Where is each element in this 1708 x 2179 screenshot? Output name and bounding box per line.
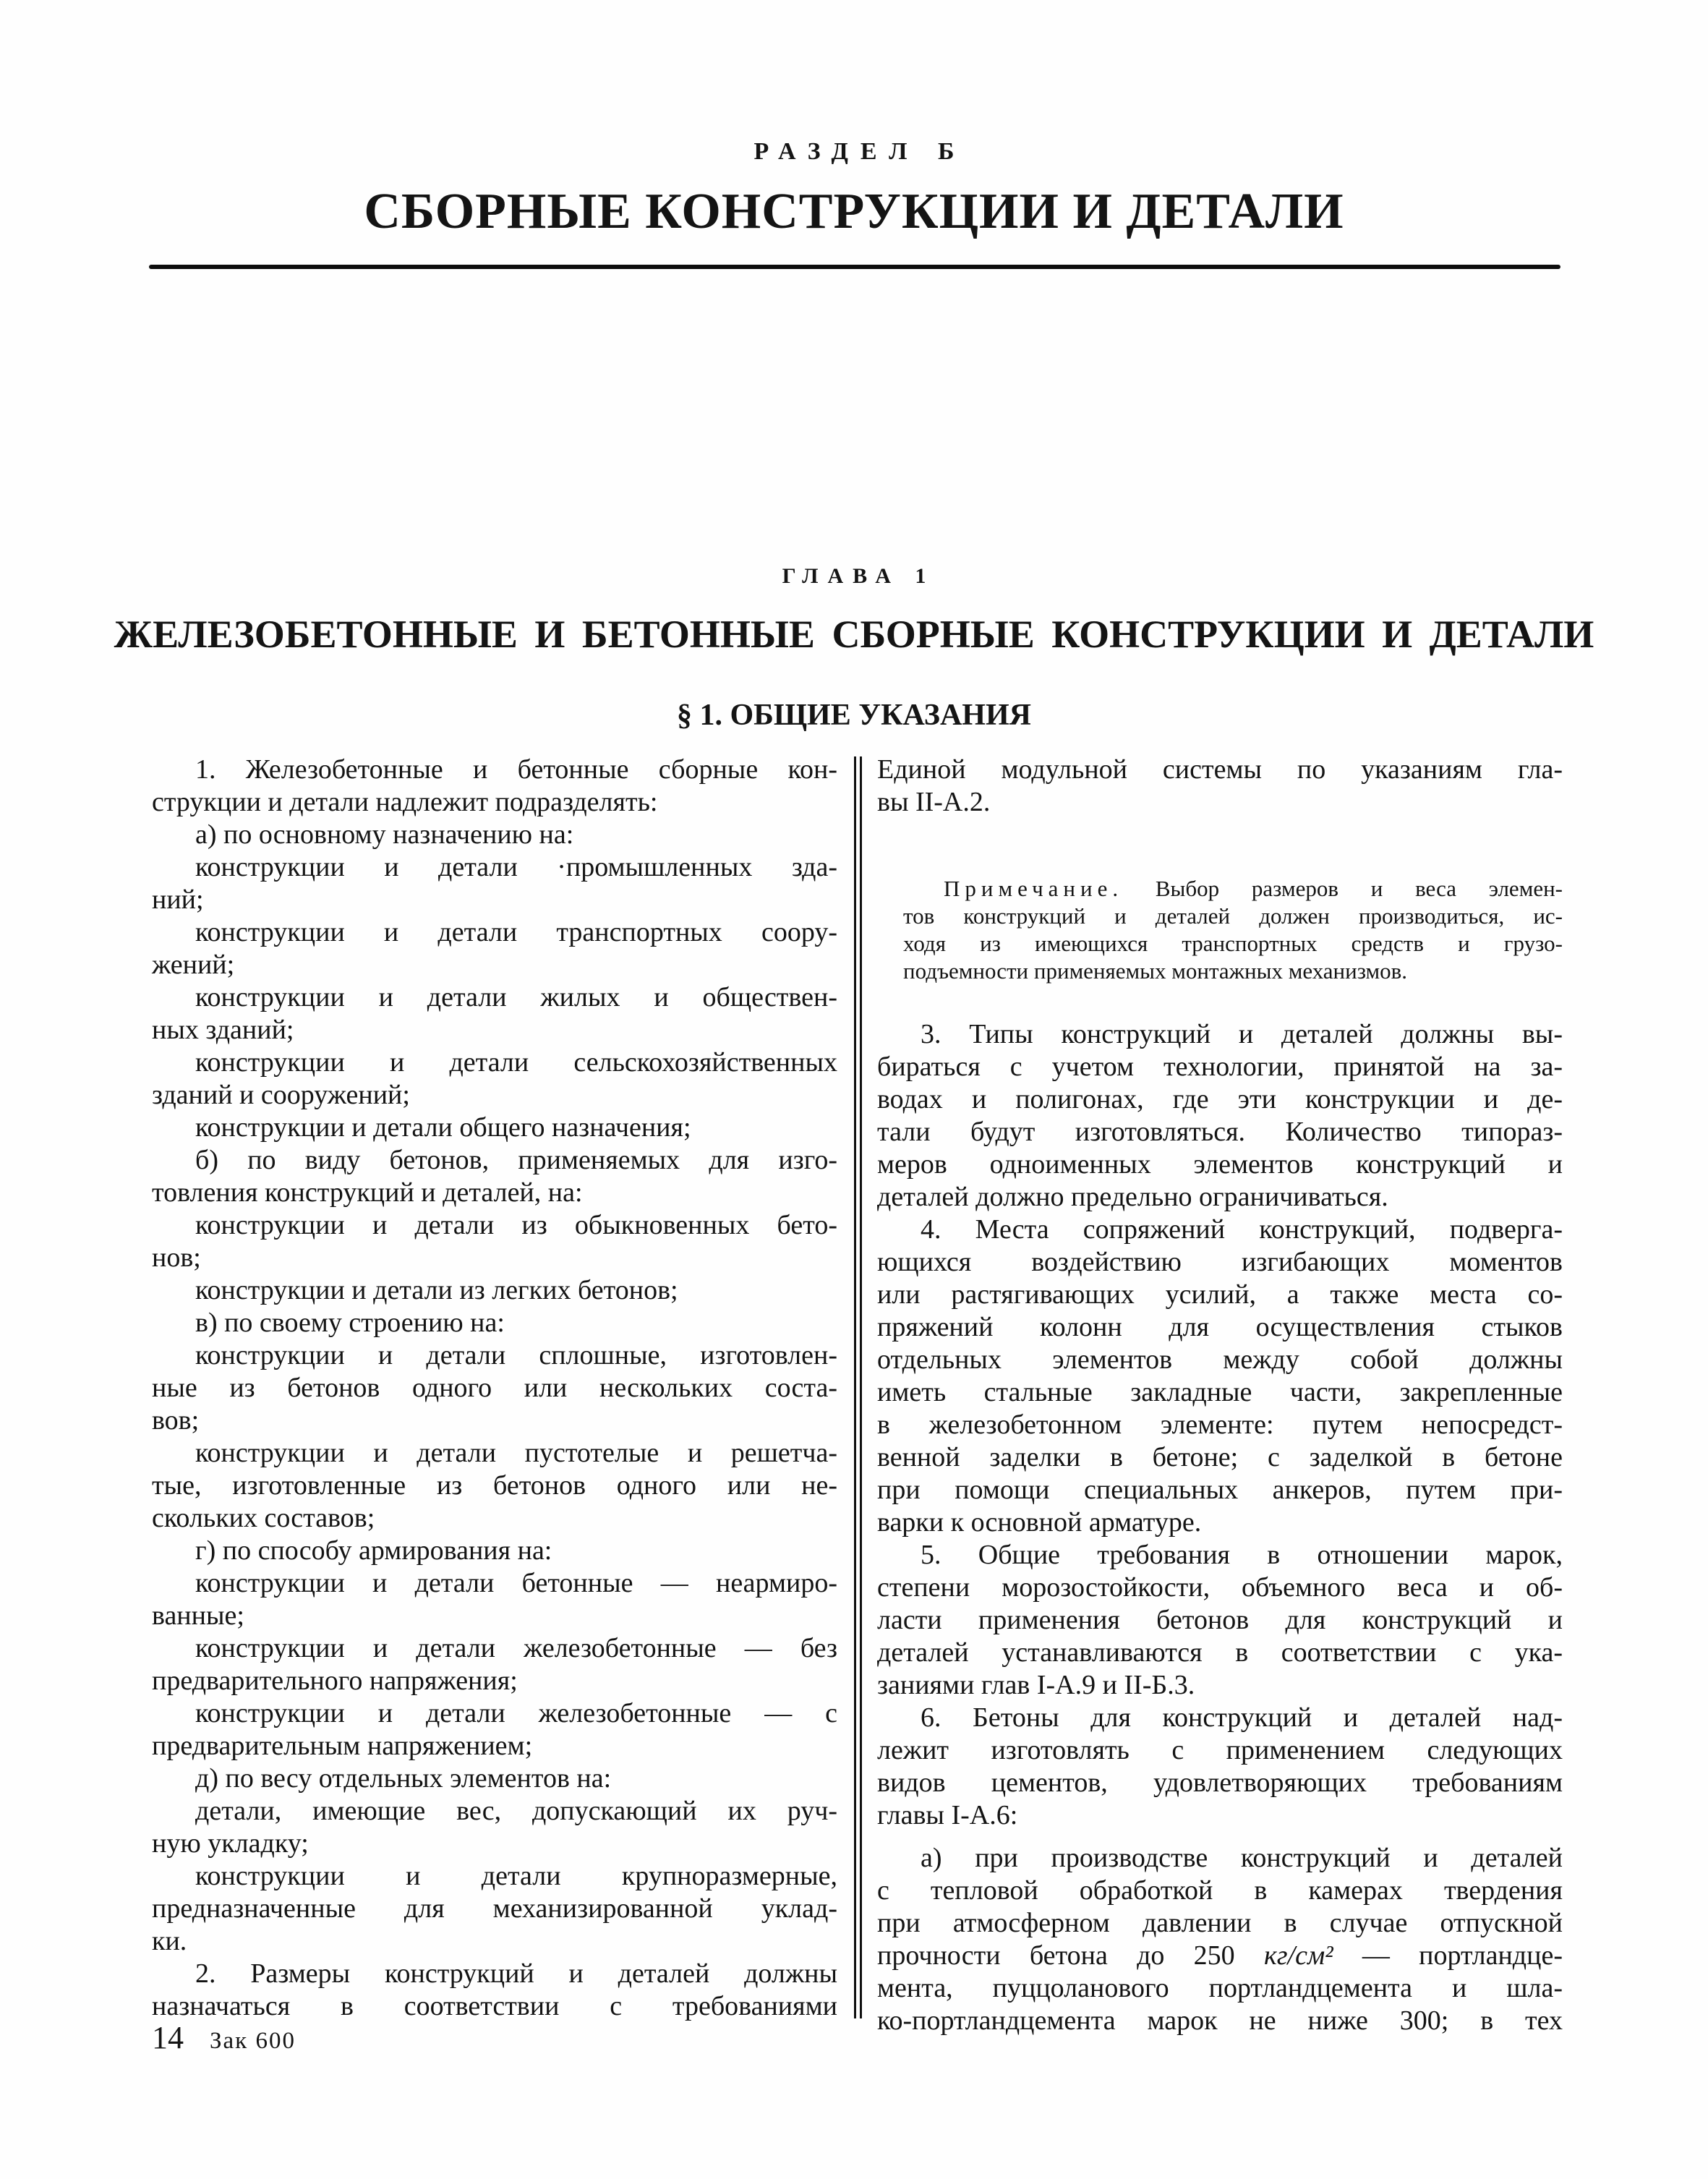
paragraph: [152, 754, 837, 819]
text-line: предварительным напряжением;: [152, 1731, 533, 1761]
text-line: а) по основному назначению на:: [195, 819, 574, 850]
print-order-info: Зак 600: [210, 2028, 296, 2054]
paragraph-heading: § 1. ОБЩИЕ УКАЗАНИЯ: [677, 699, 1031, 732]
paragraph: [152, 1046, 837, 1112]
text-line: ний;: [152, 884, 204, 915]
page-number: 14: [152, 2020, 184, 2055]
text-line: конструкции и детали пустотелые и решетча-: [195, 1438, 837, 1468]
text-line: меров одноименных элементов конструкций и: [877, 1149, 1563, 1180]
text-line: г) по способу армирования на:: [195, 1535, 552, 1566]
text-line: заниями глав I-А.9 и II-Б.3.: [877, 1670, 1195, 1700]
text-line: 2. Размеры конструкций и деталей должны: [195, 1958, 837, 1989]
paragraph: [152, 1567, 837, 1632]
text-line: б) по виду бетонов, применяемых для изго-: [195, 1145, 837, 1175]
text-line: степени морозостойкости, объемного веса и об-: [877, 1572, 1563, 1603]
text-line: конструкции и детали общего назначения;: [195, 1112, 691, 1143]
text-line: конструкции и детали железобетонные — без: [195, 1633, 837, 1663]
text-line: ную укладку;: [152, 1828, 309, 1859]
text-line: при помощи специальных анкеров, путем при-: [877, 1475, 1563, 1505]
paragraph: [152, 1437, 837, 1535]
paragraph: [152, 1274, 837, 1307]
right-column: [877, 754, 1563, 2037]
paragraph: [152, 1762, 837, 1795]
paragraph: [877, 1214, 1563, 1539]
body-columns: [152, 754, 1563, 2037]
paragraph: [877, 1018, 1563, 1214]
paragraph: [152, 1535, 837, 1567]
paragraph: [877, 1702, 1563, 1832]
text-line: конструкции и детали транспортных соору-: [195, 917, 837, 947]
chapter-kicker: ГЛАВА 1: [782, 564, 936, 588]
text-line: Единой модульной системы по указаниям гла-: [877, 754, 1563, 785]
paragraph: [152, 1632, 837, 1697]
paragraph: [152, 1209, 837, 1274]
text-line: прочности бетона до 250 кг/см² — портландце-: [877, 1940, 1563, 1971]
chapter-title: ЖЕЛЕЗОБЕТОННЫЕ И БЕТОННЫЕ СБОРНЫЕ КОНСТРУКЦИИ И ДЕТАЛИ: [114, 613, 1594, 656]
section-title: СБОРНЫЕ КОНСТРУКЦИИ И ДЕТАЛИ: [364, 184, 1344, 239]
text-line: иметь стальные закладные части, закрепленные: [877, 1377, 1563, 1407]
text-line: деталей должно предельно ограничиваться.: [877, 1182, 1388, 1212]
text-line: деталей устанавливаются в соответствии с ука-: [877, 1637, 1563, 1668]
text-line: товления конструкций и деталей, на:: [152, 1177, 583, 1208]
paragraph: [152, 1795, 837, 1860]
text-line: подъемности применяемых монтажных механизмов.: [903, 958, 1408, 984]
text-line: тали будут изготовляться. Количество типораз-: [877, 1117, 1563, 1147]
text-line: ных зданий;: [152, 1015, 294, 1045]
text-line: конструкции и детали крупноразмерные,: [195, 1861, 837, 1891]
text-line: вов;: [152, 1405, 200, 1436]
paragraph: [152, 981, 837, 1046]
paragraph: [152, 1697, 837, 1762]
paragraph: [152, 851, 837, 916]
note-paragraph: [877, 875, 1563, 985]
text-line: зданий и сооружений;: [152, 1080, 410, 1110]
text-line: конструкции и детали сплошные, изготовлен-: [195, 1340, 837, 1370]
text-line: мента, пуццоланового портландцемента и шла-: [877, 1973, 1563, 2003]
text-line: конструкции и детали сельскохозяйственных: [195, 1047, 837, 1078]
text-line: или растягивающих усилий, а также места со-: [877, 1279, 1563, 1310]
header-rule: [149, 265, 1560, 269]
text-line: лежит изготовлять с применением следующих: [877, 1735, 1563, 1765]
text-line: ющихся воздействию изгибающих моментов: [877, 1247, 1563, 1277]
text-line: отдельных элементов между собой должны: [877, 1344, 1563, 1375]
text-line: ные из бетонов одного или нескольких соста-: [152, 1373, 837, 1403]
paragraph: [877, 1842, 1563, 2037]
text-line: предварительного напряжения;: [152, 1666, 518, 1696]
paragraph: [152, 1958, 837, 2023]
text-line: конструкции и детали из обыкновенных бето-: [195, 1210, 837, 1240]
text-line: варки к основной арматуре.: [877, 1507, 1202, 1538]
text-line: конструкции и детали железобетонные — с: [195, 1698, 837, 1728]
paragraph: [152, 1339, 837, 1437]
page-footer: [152, 2022, 296, 2054]
text-line: нов;: [152, 1242, 201, 1273]
paragraph: [152, 819, 837, 851]
text-line: предназначенные для механизированной уклад-: [152, 1893, 837, 1924]
column-divider: [854, 756, 862, 2018]
text-line: пряжений колонн для осуществления стыков: [877, 1312, 1563, 1342]
text-line: при атмосферном давлении в случае отпускной: [877, 1908, 1563, 1938]
text-line: с тепловой обработкой в камерах твердения: [877, 1875, 1563, 1906]
text-line: конструкции и детали жилых и обществен-: [195, 982, 837, 1012]
text-line: в) по своему строению на:: [195, 1308, 505, 1338]
text-line: вы II-А.2.: [877, 787, 991, 817]
text-line: ки.: [152, 1926, 187, 1956]
text-line: а) при производстве конструкций и деталей: [921, 1843, 1563, 1873]
text-line: 3. Типы конструкций и деталей должны вы-: [921, 1019, 1563, 1049]
text-line: тые, изготовленные из бетонов одного или не-: [152, 1470, 837, 1501]
section-kicker: РАЗДЕЛ Б: [753, 138, 967, 165]
left-column: [152, 754, 837, 2023]
text-line: 4. Места сопряжений конструкций, подверга-: [921, 1214, 1563, 1245]
paragraph: [152, 1112, 837, 1144]
text-line: скольких составов;: [152, 1503, 375, 1533]
paragraph: [877, 754, 1563, 819]
text-line: ходя из имеющихся транспортных средств и грузо-: [903, 931, 1563, 956]
text-line: 1. Железобетонные и бетонные сборные кон-: [195, 754, 837, 785]
text-line: тов конструкций и деталей должен производиться, ис-: [903, 903, 1563, 929]
text-line: Примечание. Выбор размеров и веса элемен-: [944, 876, 1563, 901]
paragraph: [877, 1539, 1563, 1702]
text-line: ласти применения бетонов для конструкций и: [877, 1605, 1563, 1635]
text-line: конструкции и детали ·промышленных зда-: [195, 852, 837, 882]
text-line: 5. Общие требования в отношении марок,: [921, 1540, 1563, 1570]
paragraph: [152, 916, 837, 981]
text-line: водах и полигонах, где эти конструкции и де-: [877, 1084, 1563, 1114]
text-line: струкции и детали надлежит подразделять:: [152, 787, 658, 817]
text-line: в железобетонном элементе: путем непосредст-: [877, 1410, 1563, 1440]
text-line: детали, имеющие вес, допускающий их руч-: [195, 1796, 837, 1826]
text-line: 6. Бетоны для конструкций и деталей над-: [921, 1702, 1563, 1733]
paragraph: [152, 1307, 837, 1339]
text-line: назначаться в соответствии с требованиями: [152, 1991, 837, 2021]
text-line: венной заделки в бетоне; с заделкой в бетоне: [877, 1442, 1563, 1472]
text-line: бираться с учетом технологии, принятой на за-: [877, 1052, 1563, 1082]
text-line: видов цементов, удовлетворяющих требованиям: [877, 1767, 1563, 1798]
text-line: главы I-А.6:: [877, 1800, 1018, 1830]
text-line: конструкции и детали из легких бетонов;: [195, 1275, 678, 1305]
text-line: конструкции и детали бетонные — неармиро-: [195, 1568, 837, 1598]
paragraph: [152, 1144, 837, 1209]
text-line: ванные;: [152, 1600, 244, 1631]
text-line: ко-портландцемента марок не ниже 300; в тех: [877, 2005, 1563, 2036]
text-line: жений;: [152, 950, 235, 980]
text-line: д) по весу отдельных элементов на:: [195, 1763, 612, 1794]
paragraph: [152, 1860, 837, 1958]
